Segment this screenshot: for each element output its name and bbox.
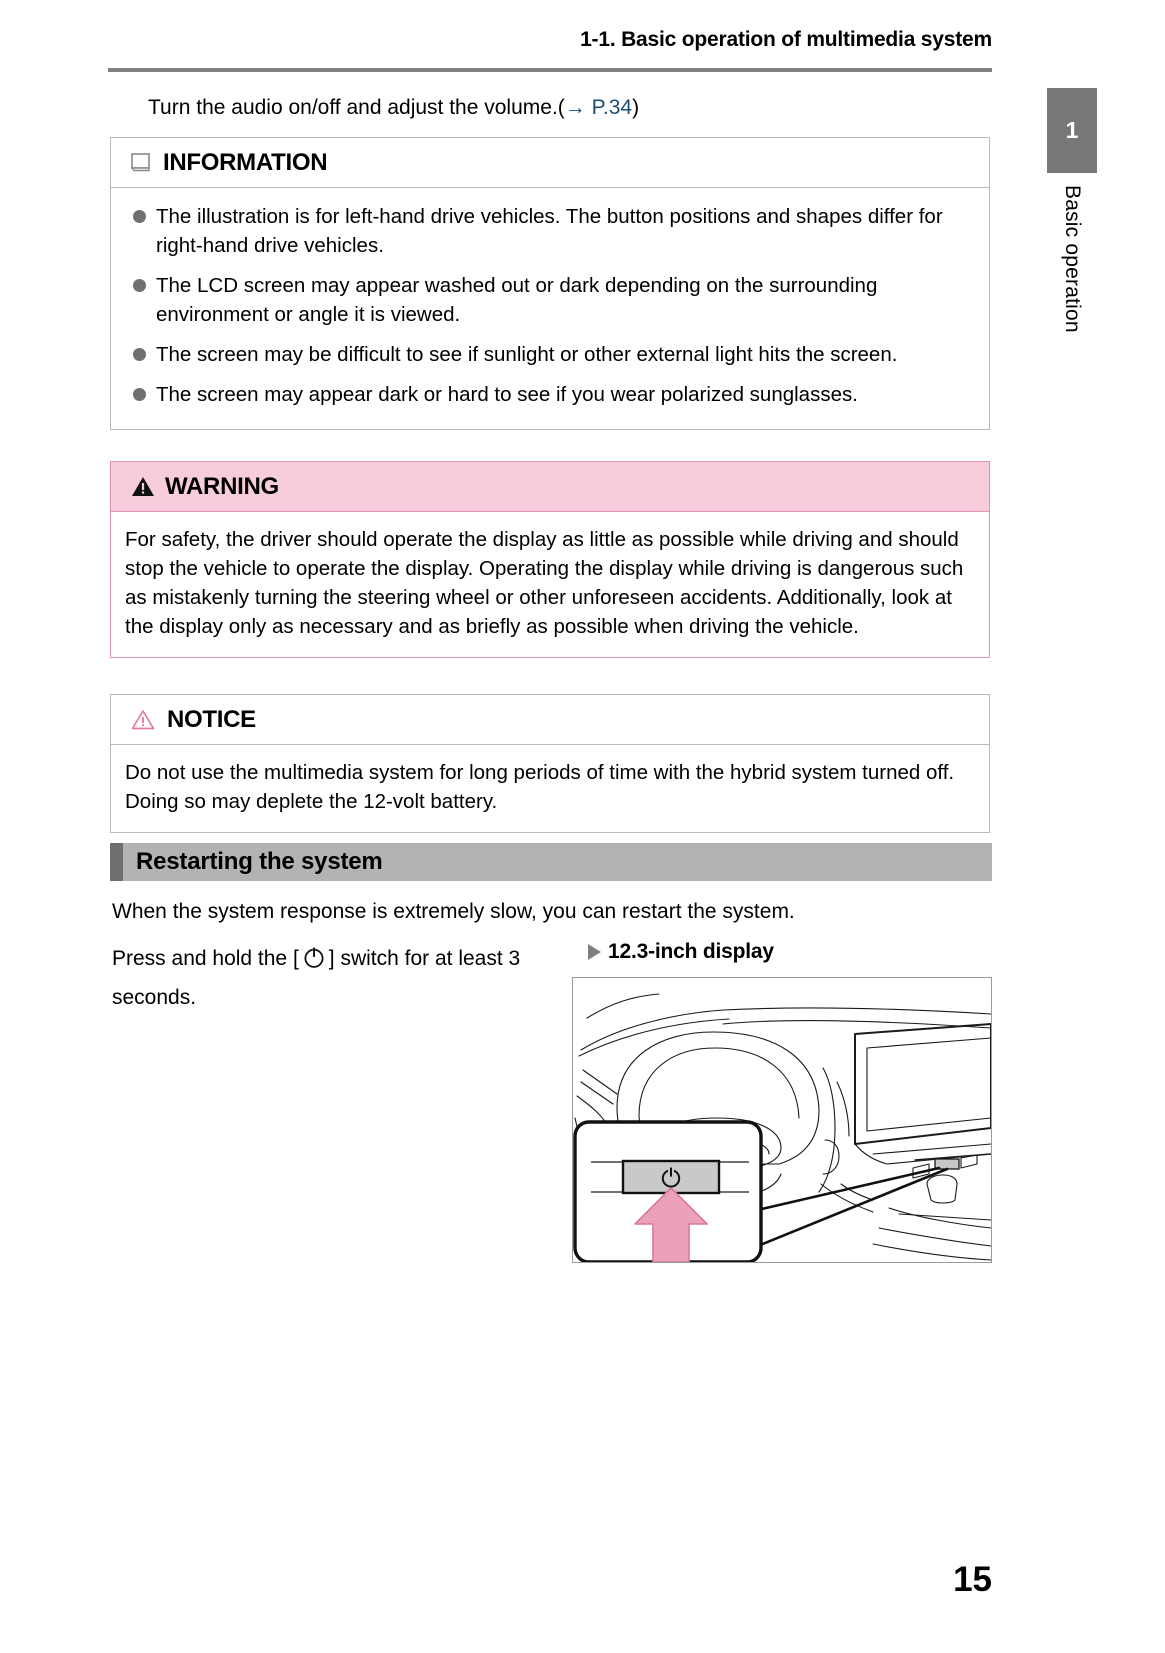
warning-triangle-icon <box>131 476 155 497</box>
information-box <box>110 137 990 430</box>
triangle-right-icon <box>588 944 601 960</box>
notice-heading: NOTICE <box>167 705 256 733</box>
notice-header <box>111 695 989 745</box>
warning-body: For safety, the driver should operate the display as little as possible while driving and should stop the vehicle to operate the display. Operating the display while driving is dangerous such as mistakenly turning the steering wheel or other unforeseen accidents. Additionally, look at the display only as necessary and as briefly as possible when driving the vehicle. <box>125 528 964 638</box>
dashboard-line-art <box>573 978 991 1262</box>
intro-line <box>148 96 639 120</box>
chapter-tab[interactable] <box>1047 88 1097 173</box>
step-suffix: ] switch for at least 3 seconds. <box>112 947 521 1009</box>
page-number: 15 <box>953 1560 992 1599</box>
figure-caption-text: 12.3-inch display <box>608 940 774 963</box>
figure-caption <box>588 940 774 964</box>
information-heading: INFORMATION <box>163 148 328 176</box>
section-accent-bar <box>110 843 123 881</box>
power-icon <box>301 944 327 981</box>
list-item <box>133 271 967 329</box>
dashboard-illustration <box>572 977 992 1263</box>
chapter-number: 1 <box>1065 117 1079 143</box>
notice-box <box>110 694 990 833</box>
list-item <box>133 340 967 369</box>
list-item-text: The screen may be difficult to see if sunlight or other external light hits the screen. <box>156 343 898 366</box>
book-icon <box>131 153 151 172</box>
section-header <box>110 843 992 881</box>
intro-close-paren: ) <box>632 96 640 119</box>
header-divider <box>108 68 992 72</box>
warning-header <box>111 462 989 512</box>
bullet-icon <box>133 388 146 401</box>
page-reference-link[interactable]: → P.34 <box>564 96 633 119</box>
information-header <box>111 138 989 188</box>
chapter-label-text: Basic operation <box>1061 185 1084 333</box>
caution-triangle-icon <box>131 709 155 730</box>
bullet-icon <box>133 279 146 292</box>
section-title: Restarting the system <box>136 848 383 875</box>
list-item-text: The LCD screen may appear washed out or dark depending on the surrounding environment or angle it is viewed. <box>156 274 878 326</box>
intro-text: Turn the audio on/off and adjust the volume.( <box>148 96 565 119</box>
step-prefix: Press and hold the [ <box>112 947 299 970</box>
warning-box <box>110 461 990 658</box>
bullet-icon <box>133 210 146 223</box>
notice-body: Do not use the multimedia system for long periods of time with the hybrid system turned off. Doing so may deplete the 12-volt battery. <box>125 761 955 813</box>
warning-heading: WARNING <box>165 472 279 500</box>
section-intro-paragraph: When the system response is extremely slow, you can restart the system. <box>112 900 795 923</box>
page-header <box>108 28 992 52</box>
bullet-icon <box>133 348 146 361</box>
chapter-tab-label <box>1047 185 1097 415</box>
list-item-text: The illustration is for left-hand drive vehicles. The button positions and shapes differ for right-hand drive vehicles. <box>156 205 943 257</box>
step-instruction <box>112 942 562 1015</box>
list-item <box>133 202 967 260</box>
page-title: 1-1. Basic operation of multimedia system <box>580 28 992 51</box>
information-body <box>111 188 989 429</box>
list-item <box>133 380 967 409</box>
list-item-text: The screen may appear dark or hard to see if you wear polarized sunglasses. <box>156 383 858 406</box>
